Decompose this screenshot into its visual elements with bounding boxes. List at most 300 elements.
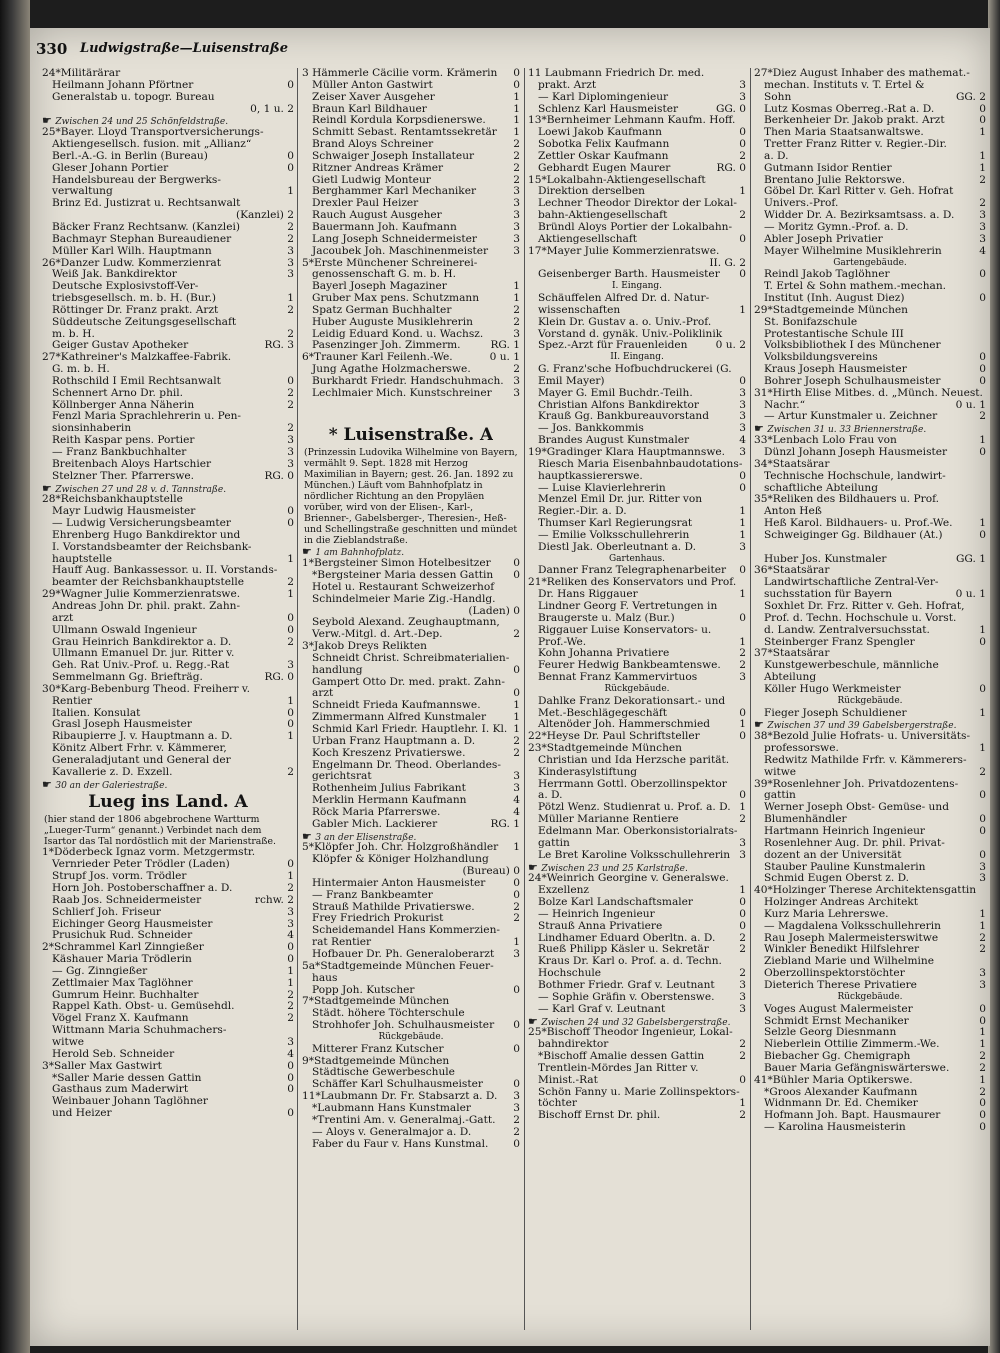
entry-text: Süddeutsche Zeitungsgesellschaft <box>52 316 237 328</box>
resident-entry <box>754 411 986 423</box>
resident-entry <box>42 411 294 423</box>
resident-entry <box>302 760 520 772</box>
entry-text: Bauer Maria Gefängniswärterswe. <box>764 1062 950 1074</box>
section-subheading <box>754 258 986 270</box>
entry-text: 1*Bergsteiner Simon Hotelbesitzer <box>302 558 491 570</box>
floor-number: 2 <box>513 629 520 641</box>
resident-entry <box>302 1020 520 1032</box>
entry-continuation <box>42 329 294 341</box>
floor-number: 2 <box>739 150 746 162</box>
entry-text: Weiß Jak. Bankdirektor <box>52 269 177 281</box>
resident-entry <box>754 637 986 649</box>
entry-text: arzt <box>52 612 74 624</box>
resident-entry <box>42 92 294 104</box>
resident-entry <box>302 281 520 293</box>
resident-entry <box>754 802 986 814</box>
cross-street-note <box>754 719 986 731</box>
entry-text: *Groos Alexander Kaufmann <box>764 1086 918 1098</box>
entry-text: Spez.-Arzt für Frauenleiden <box>538 340 688 352</box>
floor-number: 4 <box>513 806 520 818</box>
resident-entry <box>754 186 986 198</box>
entry-text: Hotel u. Restaurant Schweizerhof <box>312 581 495 593</box>
floor-number: II. G. 2 <box>709 257 746 269</box>
resident-entry <box>302 724 520 736</box>
entry-text: Hofbauer Dr. Ph. Generaloberarzt <box>312 949 495 960</box>
entry-text: — Heinrich Ingenieur <box>538 908 655 920</box>
resident-entry <box>754 115 986 127</box>
floor-number: 0 <box>513 688 520 700</box>
entry-text: Bründl Aloys Portier der Lokalbahn- <box>538 221 733 233</box>
resident-entry <box>42 317 294 329</box>
entry-continuation <box>42 186 294 198</box>
resident-entry <box>42 198 294 210</box>
entry-text: Dr. Hans Riggauer <box>538 589 638 601</box>
floor-number: 2 <box>513 174 520 186</box>
entry-text: Deutsche Explosivstoff-Ver- <box>52 281 199 293</box>
resident-entry <box>754 104 986 116</box>
entry-text: Blumenhändler <box>764 814 847 826</box>
entry-text: Christian und Ida Herzsche parität. <box>538 754 730 766</box>
floor-number: 2 <box>739 660 746 672</box>
entry-text: Berl.-A.-G. in Berlin (Bureau) <box>52 150 208 162</box>
floor-number: 3 <box>513 783 520 795</box>
resident-entry <box>302 949 520 961</box>
resident-entry <box>528 364 746 376</box>
resident-entry <box>302 293 520 305</box>
floor-number: 0 <box>979 269 986 281</box>
entry-continuation <box>42 767 294 779</box>
entry-text: Hofmann Joh. Bapt. Hausmaurer <box>764 1110 941 1122</box>
floor-number: 1 <box>287 731 294 743</box>
resident-entry <box>754 518 986 530</box>
floor-number: 2 <box>513 747 520 759</box>
entry-text: St. Bonifazschule <box>764 316 858 328</box>
resident-entry <box>528 139 746 151</box>
entry-text: Oberzollinspektorstöchter <box>764 968 905 980</box>
entry-text: Schmitt Sebast. Rentamtssekretär <box>312 127 497 139</box>
entry-text: Bachmayr Stephan Bureaudiener <box>52 233 232 245</box>
entry-text: Diestl Jak. Oberleutnant a. D. <box>538 541 696 553</box>
floor-number: 0 <box>979 1098 986 1110</box>
resident-entry <box>302 890 520 902</box>
entry-text: verwaltung <box>52 186 113 198</box>
resident-entry <box>528 483 746 495</box>
floor-number: 0 <box>513 1020 520 1032</box>
floor-number: 3 <box>287 906 294 918</box>
floor-number: 1 <box>979 624 986 636</box>
address-entry <box>754 565 986 577</box>
floor-number: 3 <box>513 210 520 222</box>
entry-continuation <box>42 210 294 222</box>
floor-number: 0 u. 1 <box>489 352 520 364</box>
entry-continuation <box>528 1039 746 1051</box>
resident-entry <box>528 956 746 968</box>
entry-text: Loewi Jakob Kaufmann <box>538 127 662 139</box>
entry-text: 13*Bernheimer Lehmann Kaufm. Hoff. <box>528 115 736 127</box>
floor-number: 0 <box>739 233 746 245</box>
entry-text: genossenschaft G. m. b. H. <box>312 269 456 281</box>
entry-text: suchsstation für Bayern <box>764 589 893 601</box>
cross-street-note <box>42 115 294 127</box>
entry-text: Stauber Pauline Kunstmalerin <box>764 861 926 873</box>
floor-number: 1 <box>739 1098 746 1110</box>
floor-number: 0 <box>287 707 294 719</box>
floor-number: 2 <box>287 387 294 399</box>
floor-number: 0 <box>287 1060 294 1072</box>
resident-entry <box>302 222 520 234</box>
floor-number: 0 <box>739 920 746 932</box>
entry-text: 7*Stadtgemeinde München <box>302 996 450 1008</box>
entry-text: Schmidt Ernst Mechaniker <box>764 1015 909 1027</box>
floor-number: 0 <box>513 889 520 901</box>
resident-entry <box>302 1079 520 1091</box>
entry-continuation <box>754 589 986 601</box>
entry-text: Städt. höhere Töchterschule <box>312 1008 465 1020</box>
resident-entry <box>42 637 294 649</box>
resident-entry <box>528 660 746 672</box>
resident-entry <box>302 210 520 222</box>
floor-number: 0 <box>287 942 294 954</box>
floor-number: (Kanzlei) 2 <box>235 210 294 222</box>
floor-number: 0 <box>979 364 986 376</box>
resident-entry <box>754 364 986 376</box>
floor-number: 1 <box>287 589 294 601</box>
resident-entry <box>42 163 294 175</box>
floor-number: 3 <box>287 660 294 672</box>
entry-text: Redwitz Mathilde Frfr. v. Kämmerers- <box>764 754 967 766</box>
entry-text: Bischoff Ernst Dr. phil. <box>538 1110 661 1122</box>
floor-number: 0 <box>513 1043 520 1055</box>
entry-text: Brandes August Kunstmaler <box>538 435 690 447</box>
resident-entry <box>302 913 520 925</box>
floor-number: 0 <box>513 570 520 581</box>
floor-number: 0 u. 1 <box>955 399 986 411</box>
resident-entry <box>754 317 986 329</box>
entry-text: ☛ Zwischen 24 und 32 Gabelsbergerstraße. <box>528 1016 746 1028</box>
entry-continuation <box>528 506 746 518</box>
address-entry <box>42 847 294 859</box>
entry-text: Koch Kreszenz Privatierswe. <box>312 747 466 759</box>
resident-entry <box>754 1051 986 1063</box>
resident-entry <box>754 1004 986 1016</box>
floor-number: 3 <box>287 458 294 470</box>
resident-entry <box>754 139 986 151</box>
resident-entry <box>302 700 520 712</box>
entry-text: Bennat Franz Kammervirtuos <box>538 672 698 684</box>
resident-entry <box>302 198 520 210</box>
address-entry <box>528 577 746 589</box>
floor-number: 3 <box>513 198 520 210</box>
resident-entry <box>302 139 520 151</box>
floor-number: 0 <box>739 482 746 494</box>
entry-text: Menzel Emil Dr. jur. Ritter von <box>538 494 703 506</box>
resident-entry <box>754 447 986 459</box>
entry-text: Reindl Jakob Taglöhner <box>764 269 890 281</box>
entry-text: Gampert Otto Dr. med. prakt. Zahn- <box>312 676 505 688</box>
resident-entry <box>42 388 294 400</box>
resident-entry <box>754 684 986 696</box>
resident-entry <box>528 992 746 1004</box>
address-entry <box>42 494 294 506</box>
floor-number: 3 <box>739 411 746 423</box>
entry-continuation <box>302 866 520 878</box>
entry-text: *Laubmann Hans Kunstmaler <box>312 1102 471 1114</box>
resident-entry <box>42 731 294 743</box>
entry-continuation <box>302 937 520 949</box>
entry-text: * Luisenstraße. A <box>328 425 494 446</box>
entry-text: Strauß Anna Privatiere <box>538 920 663 932</box>
entry-text: Bolze Karl Landschaftsmaler <box>538 897 693 909</box>
entry-text: Widder Dr. A. Bezirksamtsass. a. D. <box>764 210 955 222</box>
column-3 <box>528 68 746 1338</box>
resident-entry <box>528 802 746 814</box>
resident-entry <box>302 1044 520 1056</box>
floor-number: 0 <box>979 814 986 826</box>
entry-text: Reindl Kordula Korpsdienerswe. <box>312 115 486 127</box>
floor-number: 1 <box>739 589 746 601</box>
floor-number: 2 <box>287 577 294 589</box>
entry-text: 17*Mayer Julie Kommerzienratswe. <box>528 245 720 257</box>
floor-number: 0 <box>287 518 294 530</box>
floor-number: 3 <box>739 387 746 399</box>
resident-entry <box>302 1115 520 1127</box>
floor-number: 2 <box>287 233 294 245</box>
resident-entry <box>302 582 520 594</box>
entry-text: 29*Stadtgemeinde München <box>754 304 908 316</box>
entry-text: Generaladjutant und General der <box>52 754 231 766</box>
address-entry <box>528 873 746 885</box>
entry-text: Käshauer Maria Trödlerin <box>52 954 192 966</box>
entry-continuation <box>42 696 294 708</box>
resident-entry <box>42 990 294 1002</box>
entry-text <box>302 866 460 878</box>
floor-number: 3 <box>979 221 986 233</box>
floor-number: 1 <box>513 712 520 724</box>
entry-text: Gartengebäude. <box>833 257 907 268</box>
resident-entry <box>528 565 746 577</box>
resident-entry <box>302 854 520 866</box>
entry-text: Institut (Inh. August Diez) <box>764 293 905 305</box>
resident-entry <box>302 305 520 317</box>
entry-text: Andreas John Dr. phil. prakt. Zahn- <box>52 600 241 612</box>
floor-number: 2 <box>287 304 294 316</box>
entry-text: — Karl Diplomingenieur <box>538 91 669 103</box>
entry-text: Rueß Philipp Käsler u. Sekretär <box>538 944 709 956</box>
floor-number: 2 <box>979 198 986 210</box>
resident-entry <box>302 1103 520 1115</box>
entry-text: Biebacher Gg. Chemigraph <box>764 1051 911 1063</box>
resident-entry <box>528 388 746 400</box>
resident-entry <box>528 814 746 826</box>
floor-number: 0 <box>513 877 520 889</box>
entry-text: Semmelmann Gg. Briefträg. <box>52 672 203 684</box>
floor-number: 0 <box>513 68 520 79</box>
entry-text: Gietl Ludwig Monteur <box>312 174 431 186</box>
entry-text: Brand Aloys Schreiner <box>312 139 434 151</box>
resident-entry <box>302 340 520 352</box>
resident-entry <box>42 1013 294 1025</box>
entry-text <box>302 400 520 412</box>
resident-entry <box>754 944 986 956</box>
entry-text: Faber du Faur v. Hans Kunstmal. <box>312 1138 489 1150</box>
entry-text: Lang Joseph Schneidermeister <box>312 233 477 245</box>
resident-entry <box>754 708 986 720</box>
entry-text: und Heizer <box>52 1108 112 1120</box>
entry-text: Then Maria Staatsanwaltswe. <box>764 127 924 139</box>
floor-number: 3 <box>287 1036 294 1048</box>
floor-number: 3 <box>739 423 746 435</box>
entry-text: Abteilung <box>764 672 817 684</box>
entry-text: Danner Franz Telegraphenarbeiter <box>538 565 727 577</box>
resident-entry <box>42 340 294 352</box>
floor-number: 1 <box>979 707 986 719</box>
column-4 <box>754 68 986 1338</box>
entry-text: Verw.-Mitgl. d. Art.-Dep. <box>312 629 443 641</box>
entry-text: Ullmann Emanuel Dr. jur. Ritter v. <box>52 648 235 660</box>
entry-text: Urban Franz Hauptmann a. D. <box>312 735 476 747</box>
entry-continuation <box>754 352 986 364</box>
entry-text <box>302 411 520 423</box>
entry-text: Schlierf Joh. Friseur <box>52 906 161 918</box>
resident-entry <box>528 1110 746 1122</box>
entry-text: Schneidt Christ. Schreibmaterialien- <box>312 652 510 664</box>
floor-number: 1 <box>287 871 294 883</box>
entry-text: Strohhofer Joh. Schulhausmeister <box>312 1020 495 1032</box>
floor-number: 2 <box>513 364 520 376</box>
resident-entry <box>302 329 520 341</box>
entry-continuation <box>754 625 986 637</box>
floor-number: 2 <box>739 814 746 826</box>
entry-text: Landwirtschaftliche Zentral-Ver- <box>764 577 939 589</box>
entry-text: mechan. Instituts v. T. Ertel & <box>764 79 925 91</box>
entry-text: I. Vorstandsbeamter der Reichsbank- <box>52 541 252 553</box>
floor-number: 3 <box>513 1102 520 1114</box>
entry-text: Schmid Karl Friedr. Hauptlehr. I. Kl. <box>312 723 508 735</box>
floor-number: 0 <box>979 447 986 458</box>
entry-text: Widnmann Dr. Ed. Chemiker <box>764 1098 918 1110</box>
entry-text: Riesch Maria Eisenbahnbaudotations- <box>538 458 743 470</box>
floor-number: 1 <box>513 723 520 735</box>
entry-text: 1*Döderbeck Ignaz vorm. Metzgermstr. <box>42 847 256 859</box>
resident-entry <box>528 317 746 329</box>
floor-number: 0 <box>979 683 986 695</box>
resident-entry <box>528 767 746 779</box>
address-entry <box>42 127 294 139</box>
resident-entry <box>754 873 986 885</box>
entry-text: — Jos. Bankkommis <box>538 423 644 435</box>
entry-text: Rentier <box>52 695 93 707</box>
entry-text: gattin <box>538 837 570 849</box>
floor-number: 2 <box>287 1013 294 1025</box>
entry-text: 33*Lenbach Lolo Frau von <box>754 435 897 447</box>
entry-continuation <box>754 790 986 802</box>
entry-continuation <box>754 151 986 163</box>
resident-entry <box>528 897 746 909</box>
floor-number: 2 <box>739 648 746 660</box>
floor-number: 1 <box>287 293 294 305</box>
floor-number: 0 <box>287 1108 294 1120</box>
floor-number: 3 <box>979 861 986 873</box>
entry-text: Brinz Ed. Justizrat u. Rechtsanwalt <box>52 198 241 210</box>
floor-number: 0 <box>739 470 746 482</box>
resident-entry <box>42 954 294 966</box>
entry-text: Emil Mayer) <box>538 375 605 387</box>
entry-text: Röttinger Dr. Franz prakt. Arzt <box>52 304 219 316</box>
entry-text <box>42 104 247 116</box>
entry-text: Geiger Gustav Apotheker <box>52 340 189 352</box>
entry-text: Fenzl Maria Sprachlehrerin u. Pen- <box>52 411 242 423</box>
entry-text: Göbel Dr. Karl Ritter v. Geh. Hofrat <box>764 186 954 198</box>
floor-number: 1 <box>739 506 746 518</box>
resident-entry <box>754 269 986 281</box>
resident-entry <box>302 878 520 890</box>
entry-continuation <box>754 850 986 862</box>
entry-text: Schweiginger Gg. Bildhauer (At.) <box>764 529 943 541</box>
address-entry <box>528 246 746 258</box>
entry-continuation <box>528 1075 746 1087</box>
floor-number: 2 <box>287 766 294 778</box>
entry-text: Klein Dr. Gustav a. o. Univ.-Prof. <box>538 316 712 328</box>
resident-entry <box>528 1063 746 1075</box>
column-2 <box>302 68 520 1338</box>
floor-number: 1 <box>979 1027 986 1039</box>
floor-number: 1 <box>287 977 294 989</box>
entry-text: Gumrum Heinr. Buchhalter <box>52 989 199 1001</box>
resident-entry <box>302 1008 520 1020</box>
cross-street-note <box>42 779 294 791</box>
entry-text: Röck Maria Pfarrerswe. <box>312 806 441 818</box>
entry-text: Anton Heß <box>764 506 822 518</box>
resident-entry <box>528 1051 746 1063</box>
entry-text: — Gg. Zinngießer <box>52 965 148 977</box>
entry-continuation <box>42 613 294 625</box>
floor-number: 0 <box>739 897 746 909</box>
entry-text: Hauff Aug. Bankassessor. u. II. Vorstands- <box>52 565 278 577</box>
resident-entry <box>302 127 520 139</box>
entry-continuation <box>42 364 294 376</box>
floor-number: 1 <box>513 700 520 712</box>
directory-page <box>30 28 990 1346</box>
resident-entry <box>754 1027 986 1039</box>
entry-text: Prof. d. Techn. Hochschule u. Vorst. <box>764 612 957 624</box>
entry-text: 24*Militärärar <box>42 68 121 79</box>
entry-text: Gleser Johann Portier <box>52 162 169 174</box>
address-entry <box>754 885 986 897</box>
entry-text: Mayer Wilhelmine Musiklehrerin <box>764 245 942 257</box>
address-entry <box>302 352 520 364</box>
resident-entry <box>528 518 746 530</box>
entry-text: G. m. b. H. <box>52 364 110 376</box>
entry-text: Kavallerie z. D. Exzell. <box>52 766 173 778</box>
floor-number: 0 <box>739 612 746 624</box>
cross-street-note <box>42 483 294 495</box>
floor-number: 3 <box>979 233 986 245</box>
entry-text: Feurer Hedwig Bankbeamtenswe. <box>538 660 721 672</box>
address-entry <box>42 68 294 80</box>
entry-text: Müller Marianne Rentiere <box>538 814 679 826</box>
entry-text: Dahlke Franz Dekorationsart.- und <box>538 695 726 707</box>
resident-entry <box>42 234 294 246</box>
floor-number: 2 <box>513 1114 520 1126</box>
resident-entry <box>528 400 746 412</box>
entry-text: *Bischoff Amalie dessen Gattin <box>538 1051 705 1063</box>
entry-text: Met.-Beschlägegeschäft <box>538 707 668 719</box>
resident-entry <box>528 127 746 139</box>
floor-number: 1 <box>287 695 294 707</box>
floor-number: 0 u. 2 <box>715 340 746 352</box>
entry-continuation <box>42 1037 294 1049</box>
floor-number: 0, 1 u. 2 <box>250 103 294 115</box>
